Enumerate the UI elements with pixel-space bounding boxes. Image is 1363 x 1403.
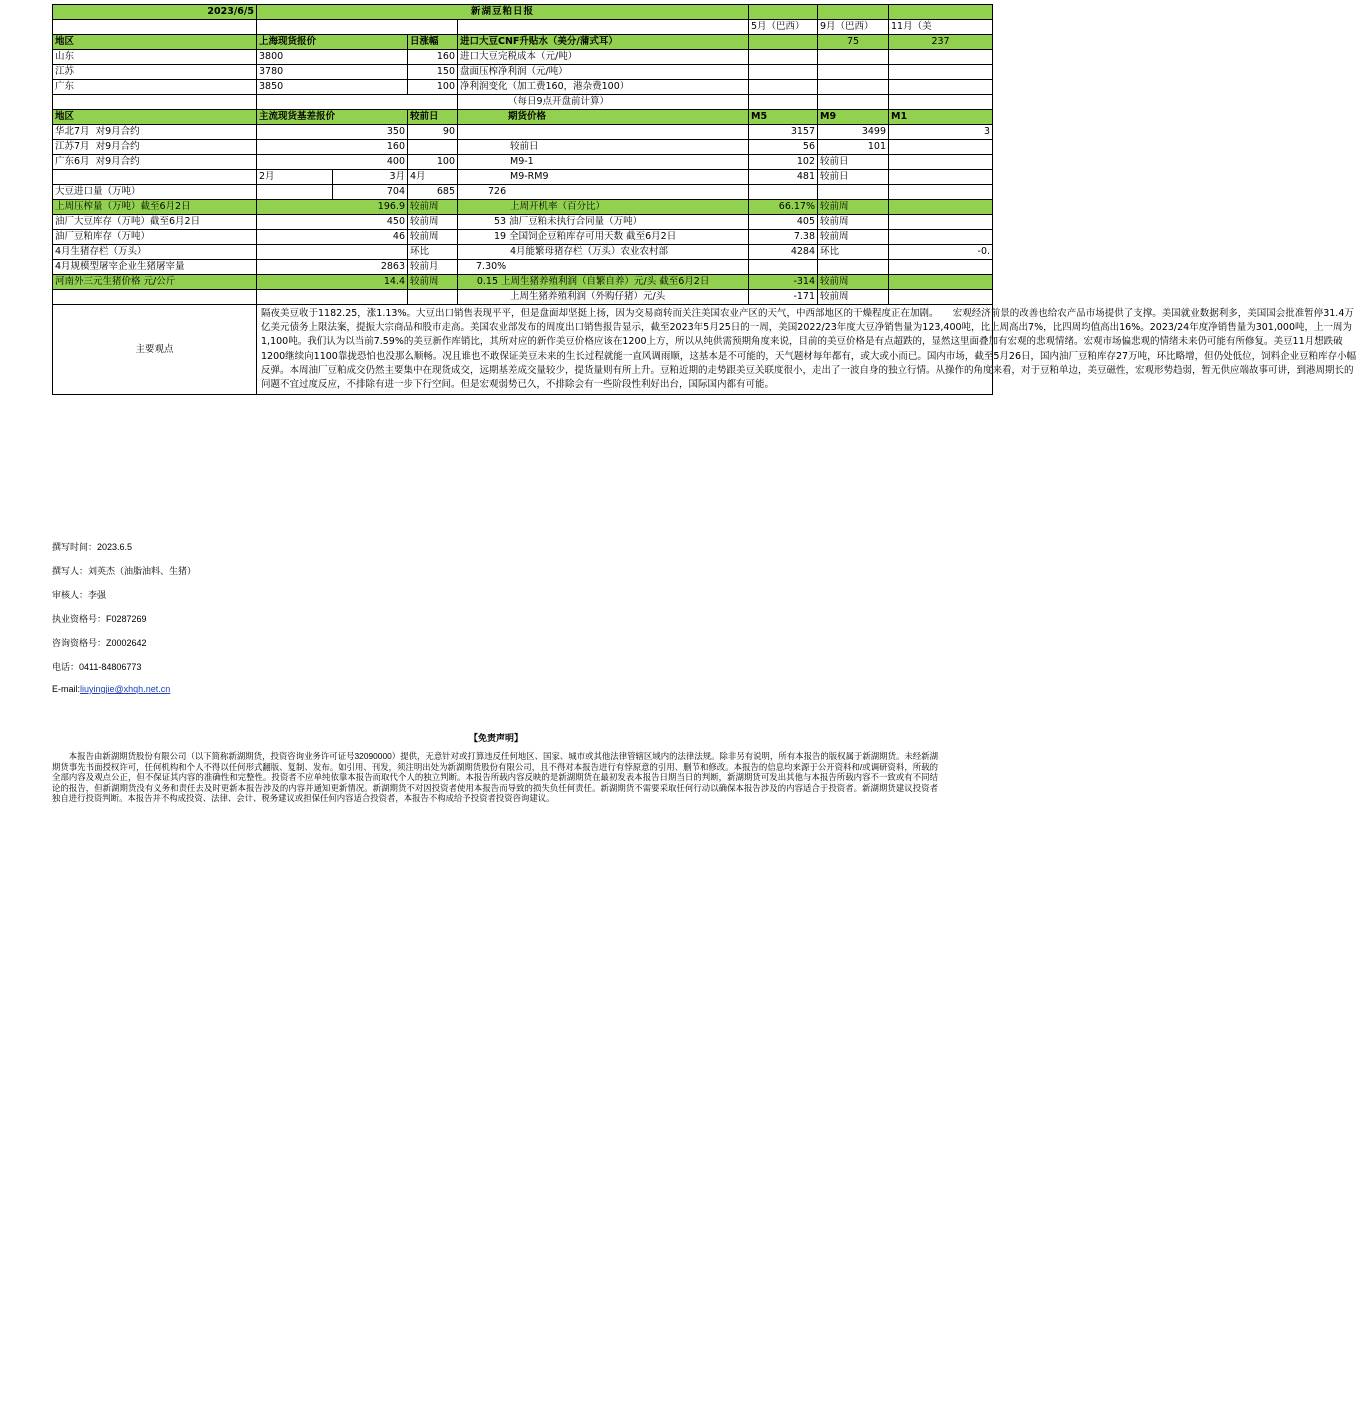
- premium-value: 237: [889, 35, 993, 50]
- view-text: 隔夜美豆收于1182.25，涨1.13%。大豆出口销售表现平平，但是盘面却坚挺上扬，因为交易商转而关注美国农业产区的天气，中西部地区的干燥程度正在加剧。 宏观经济前景的改善也给农产品市场提供了支撑。美国就业数据利多，美国国会批准暂停31.4万亿美元债务上限法案，提振大宗商品和股市走高。美国农业部发布的周度出口销售报告显示，截至2023年5月25日的一周，美国2022/23年度大豆净销售量为123,400吨，比上周高出7%，比四周均值高出16%。2023/24年度净销售量为301,000吨，上一周为1,100吨。我们认为以当前7.59%的美豆新作库销比，其所对应的新作美豆价格应该在1200上方，所以从纯供需预期角度来说，目前的美豆价格是有点超跌的，显然这里面叠加有宏观的悲观情绪。宏观市场偏悲观的情绪未来仍可能有所修复。美豆11月想跌破1200继续向1100靠拢恐怕也没那么顺畅。况且谁也不敢保证美豆未来的生长过程就能一直风调雨顺，这基本是不可能的，天气题材每年都有，或大或小而已。国内市场，截至5月26日，国内油厂豆粕库存27万吨，环比略增，但仍处低位，饲料企业豆粕库存小幅反弹。本周油厂豆粕成交仍然主要集中在现货成交，远期基差成交量较少，提货量则有所上升。豆粕近期的走势跟美豆关联度很小，走出了一波自身的独立行情。从操作的角度来看，对于豆粕单边，美豆磁性，宏观形势趋弱，暂无供应端故事可讲，到港周期长的问题不宜过度反应，不排除有进一步下行空间。但是宏观弱势已久，不排除会有一些阶段性利好出台，国际国内都有可能。: [261, 308, 1357, 391]
- feed-days-value: 7.38: [749, 230, 818, 245]
- data-table: [52, 4, 1357, 395]
- crush-row: 上周压榨量（万吨）截至6月2日 196.9 较前周 上周开机率（百分比） 66.17% 较前周: [53, 200, 993, 215]
- basis-region: 华北7月 对9月合约: [53, 125, 257, 140]
- month-label: 3月: [333, 170, 408, 185]
- month-label: 5月（巴西）: [749, 20, 818, 35]
- net-change-label: 净利润变化（加工费160，港杂费100）: [458, 80, 749, 95]
- meal-stock-row: 油厂豆粕库存（万吨） 46 较前周 19 全国饲企豆粕库存可用天数 截至6月2日 7.38 较前周: [53, 230, 993, 245]
- title-row: [53, 5, 993, 20]
- month-row: [53, 20, 993, 35]
- contract-value: 405: [749, 215, 818, 230]
- crush-label: 上周压榨量（万吨）截至6月2日: [53, 200, 257, 215]
- henan-row: 河南外三元生猪价格 元/公斤 14.4 较前周 0.15 上周生猪养殖利润（自繁自养）元/头 截至6月2日 -314 较前周: [53, 275, 993, 290]
- hog-row: 4月生猪存栏（万头） 环比 4月能繁母猪存栏（万头）农业农村部 4284 环比 -0.: [53, 245, 993, 260]
- region-cell: 山东: [53, 50, 257, 65]
- purchase-value: -171: [749, 290, 818, 305]
- meal-stock-value: 46: [257, 230, 408, 245]
- month-label: 11月（美: [889, 20, 993, 35]
- basis-region: 江苏7月 对9月合约: [53, 140, 257, 155]
- meal-stock-label: 油厂豆粕库存（万吨）: [53, 230, 257, 245]
- license-number: 执业资格号：F0287269: [52, 614, 147, 624]
- basis-value: 160: [257, 140, 408, 155]
- spot-row: [53, 65, 993, 80]
- price-cell: 3800: [257, 50, 408, 65]
- op-rate-value: 66.17%: [749, 200, 818, 215]
- view-cell: [257, 305, 1357, 395]
- basis-header-row: [53, 110, 993, 125]
- sow-value: 4284: [749, 245, 818, 260]
- email-line: E-mail:liuyingjie@xhqh.net.cn: [52, 684, 171, 694]
- basis-row: 广东6月 对9月合约 400 100 M9-1 102 较前日: [53, 155, 993, 170]
- futures-value: 3157: [749, 125, 818, 140]
- margin-label: 盘面压榨净利润（元/吨）: [458, 65, 749, 80]
- purchase-label: 上周生猪养殖利润（外购仔猪）元/头: [458, 290, 749, 305]
- report-date: 2023/6/5: [53, 5, 257, 20]
- change-cell: 100: [408, 80, 458, 95]
- op-rate-label: 上周开机率（百分比）: [458, 200, 749, 215]
- slaughter-value: 2863: [257, 260, 408, 275]
- spread-value: 481: [749, 170, 818, 185]
- month-label: 4月: [408, 170, 458, 185]
- col-price: 上海现货报价: [257, 35, 408, 50]
- reviewer: 审核人：李强: [52, 590, 107, 600]
- sow-label: 4月能繁母猪存栏（万头）农业农村部: [458, 245, 749, 260]
- m91-label: M9-1: [458, 155, 749, 170]
- spot-row: [53, 80, 993, 95]
- col-region: 地区: [53, 110, 257, 125]
- basis-region: 广东6月 对9月合约: [53, 155, 257, 170]
- contract-label: M1: [889, 110, 993, 125]
- crush-value-cell: 196.9: [257, 200, 408, 215]
- report-sheet: [52, 4, 1357, 395]
- basis-prev: [408, 140, 458, 155]
- calc-note: （每日9点开盘前计算）: [458, 95, 749, 110]
- basis-row: [53, 125, 993, 140]
- month-label: 9月（巴西）: [818, 20, 889, 35]
- price-cell: 3850: [257, 80, 408, 95]
- note-row: [53, 95, 993, 110]
- spread-label: M9-RM9: [458, 170, 749, 185]
- price-cell: 3780: [257, 65, 408, 80]
- change-cell: 160: [408, 50, 458, 65]
- col-futures: 期货价格: [458, 110, 749, 125]
- prev-day-label: 较前日: [458, 140, 749, 155]
- import-value: 704: [333, 185, 408, 200]
- import-row: [53, 185, 993, 200]
- basis-prev: 90: [408, 125, 458, 140]
- col-prev: 较前日: [408, 110, 458, 125]
- region-cell: 广东: [53, 80, 257, 95]
- futures-value: 3: [889, 125, 993, 140]
- basis-value: 400: [257, 155, 408, 170]
- consult-number: 咨询资格号：Z0002642: [52, 638, 147, 648]
- spot-row: [53, 50, 993, 65]
- feed-days-label: 19 全国饲企豆粕库存可用天数 截至6月2日: [458, 230, 749, 245]
- import-value: 685: [408, 185, 458, 200]
- basis-row: [53, 140, 993, 155]
- premium-value: 75: [818, 35, 889, 50]
- basis-prev: 100: [408, 155, 458, 170]
- import-label: 大豆进口量（万吨）: [53, 185, 257, 200]
- sow-cmp-value: -0.: [889, 245, 993, 260]
- disclaimer-title: 【免责声明】: [468, 733, 523, 743]
- henan-value: 14.4: [257, 275, 408, 290]
- self-breed-cell: 0.15 上周生猪养殖利润（自繁自养）元/头 截至6月2日: [458, 275, 749, 290]
- region-cell: 江苏: [53, 65, 257, 80]
- soy-stock-value: 450: [257, 215, 408, 230]
- email-link[interactable]: liuyingjie@xhqh.net.cn: [80, 684, 171, 694]
- contract-label: M9: [818, 110, 889, 125]
- henan-label: 河南外三元生猪价格 元/公斤: [53, 275, 257, 290]
- hog-label: 4月生猪存栏（万头）: [53, 245, 257, 260]
- prev-day-value: 101: [818, 140, 889, 155]
- view-label: 主要观点: [53, 305, 257, 395]
- m91-value: 102: [749, 155, 818, 170]
- import-value: 726: [458, 185, 749, 200]
- write-time: 撰写时间：2023.6.5: [52, 542, 133, 552]
- slaughter-pct: 7.30%: [458, 260, 749, 275]
- month-label-row: 2月 3月 4月 M9-RM9 481 较前日: [53, 170, 993, 185]
- basis-value: 350: [257, 125, 408, 140]
- change-cell: 150: [408, 65, 458, 80]
- premium-label: 进口大豆CNF升贴水（美分/蒲式耳）: [458, 35, 749, 50]
- self-breed-value: -314: [749, 275, 818, 290]
- col-basis: 主流现货基差报价: [257, 110, 408, 125]
- report-title: 新湖豆粕日报: [257, 5, 749, 20]
- spot-header-row: [53, 35, 993, 50]
- futures-value: 3499: [818, 125, 889, 140]
- slaughter-row: 4月规模型屠宰企业生猪屠宰量 2863 较前月 7.30%: [53, 260, 993, 275]
- disclaimer-text: 本报告由新湖期货股份有限公司（以下简称新湖期货，投资咨询业务许可证号32090000）提供，无意针对或打算违反任何地区、国家、城市或其他法律管辖区域内的法律法规。除非另有说明，所有本报告的版权属于新湖期货。未经新湖期货事先书面授权许可，任何机构和个人不得以任何形式翻版、复制、发布。如引用、刊发，须注明出处为新湖期货股份有限公司，且不得对本报告进行有悖原意的引用、删节和修改。本报告的信息均来源于公开资料和/或调研资料，所载的全部内容及观点公正，但不保证其内容的准确性和完整性。投资者不应单纯依靠本报告而取代个人的独立判断。本报告所载内容反映的是新湖期货在最初发表本报告日期当日的判断，新湖期货可发出其他与本报告所载内容不一致或有不同结论的报告，但新湖期货没有义务和责任去及时更新本报告涉及的内容并通知更新情况。新湖期货不对因投资者使用本报告而导致的损失负任何责任。新湖期货不需要采取任何行动以确保本报告涉及的内容适合于投资者。新湖期货建议投资者独自进行投资判断。本报告并不构成投资、法律、会计、税务建议或担保任何内容适合投资者，本报告不构成给予投资者投资咨询建议。: [52, 751, 938, 804]
- prev-day-value: 56: [749, 140, 818, 155]
- col-region: 地区: [53, 35, 257, 50]
- cost-label: 进口大豆完税成本（元/吨）: [458, 50, 749, 65]
- phone: 电话：0411-84806773: [52, 662, 142, 672]
- contract-label: 53 油厂豆粕未执行合同量（万吨）: [458, 215, 749, 230]
- month-label: 2月: [257, 170, 333, 185]
- view-row: [53, 305, 993, 395]
- contract-label: M5: [749, 110, 818, 125]
- soy-stock-label: 油厂大豆库存（万吨）截至6月2日: [53, 215, 257, 230]
- slaughter-label: 4月规模型屠宰企业生猪屠宰量: [53, 260, 257, 275]
- purchase-row: 上周生猪养殖利润（外购仔猪）元/头 -171 较前周: [53, 290, 993, 305]
- writer: 撰写人：刘英杰（油脂油料、生猪）: [52, 566, 197, 576]
- col-change: 日涨幅: [408, 35, 458, 50]
- soy-stock-row: 油厂大豆库存（万吨）截至6月2日 450 较前周 53 油厂豆粕未执行合同量（万吨） 405 较前周: [53, 215, 993, 230]
